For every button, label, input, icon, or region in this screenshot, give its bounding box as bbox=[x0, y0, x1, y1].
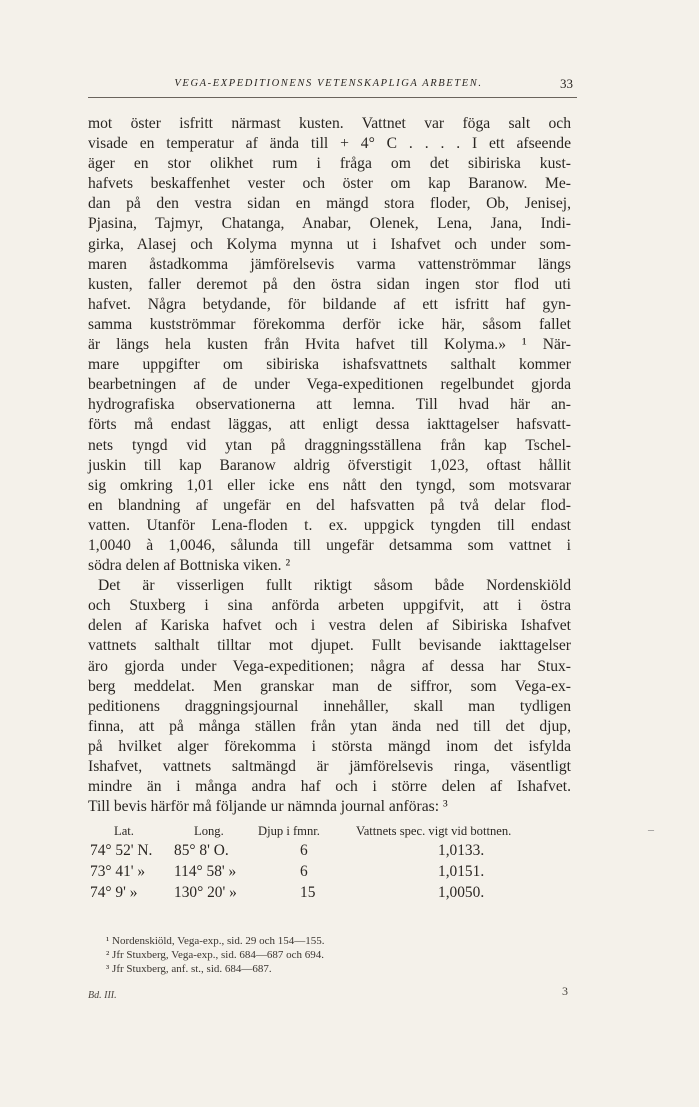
cell-depth: 15 bbox=[300, 884, 316, 901]
margin-mark: – bbox=[648, 822, 654, 836]
cell-long: 130° 20' » bbox=[174, 884, 237, 901]
header-lat: Lat. bbox=[114, 824, 134, 838]
text-line: girka, Alasej och Kolyma mynna ut i Ishafvet och under som- bbox=[88, 235, 571, 253]
footnote: ² Jfr Stuxberg, Vega-exp., sid. 684—687 och 694. bbox=[106, 949, 324, 961]
cell-gravity: 1,0050. bbox=[438, 884, 485, 901]
volume-signature: Bd. III. bbox=[88, 990, 117, 1001]
text-line: finna, att på många ställen från ytan ända ned till det djup, bbox=[88, 717, 571, 735]
cell-lat: 73° 41' » bbox=[90, 863, 146, 880]
data-table bbox=[88, 824, 578, 905]
header-gravity: Vattnets spec. vigt vid bottnen. bbox=[356, 824, 512, 838]
text-line: på hvilket alger förekomma i största mängd inom det isfylda bbox=[88, 737, 571, 755]
table-header bbox=[88, 824, 578, 842]
text-line: vattnets salthalt tilltar mot djupet. Fullt bevisande iakttagelser bbox=[88, 637, 571, 655]
text-line: mare uppgifter om sibiriska ishafsvattnets salthalt kommer bbox=[88, 356, 571, 374]
text-line: Pjasina, Tajmyr, Chatanga, Anabar, Olenek, Lena, Jana, Indi- bbox=[88, 215, 571, 233]
text-line: mindre än i många andra haf och i större delen af Ishafvet. bbox=[88, 778, 571, 796]
header-long: Long. bbox=[194, 824, 224, 838]
text-line: nets tyngd vid ytan på draggningsställena från kap Tschel- bbox=[88, 436, 571, 454]
text-line: är längs hela kusten från Hvita hafvet till Kolyma.» ¹ När- bbox=[88, 336, 571, 354]
cell-lat: 74° 52' N. bbox=[90, 842, 153, 859]
text-line: maren åstadkomma jämförelsevis varma vattenströmmar längs bbox=[88, 255, 571, 273]
header-rule bbox=[88, 97, 577, 98]
text-line: mot öster isfritt närmast kusten. Vattnet var föga salt och bbox=[88, 115, 571, 132]
table-row bbox=[88, 842, 578, 863]
text-line: bearbetningen af de under Vega-expeditionen regelbundet gjorda bbox=[88, 376, 571, 394]
text-line: delen af Kariska hafvet och i vestra delen af Sibiriska Ishafvet bbox=[88, 617, 571, 635]
page-number: 33 bbox=[560, 76, 573, 91]
footnote: ¹ Nordenskiöld, Vega-exp., sid. 29 och 154—155. bbox=[106, 935, 325, 947]
cell-lat: 74° 9' » bbox=[90, 884, 138, 901]
header-depth: Djup i fmnr. bbox=[258, 824, 320, 838]
table-row bbox=[88, 863, 578, 884]
cell-depth: 6 bbox=[300, 842, 308, 859]
text-line: berg meddelat. Men granskar man de siffror, som Vega-ex- bbox=[88, 677, 571, 695]
text-line: södra delen af Bottniska viken. ² bbox=[88, 557, 291, 575]
body-text bbox=[88, 114, 571, 817]
cell-long: 85° 8' O. bbox=[174, 842, 229, 859]
footnote: ³ Jfr Stuxberg, anf. st., sid. 684—687. bbox=[106, 963, 272, 975]
text-line: kusten, faller deremot på den östra sidan ingen stor flod uti bbox=[88, 275, 571, 293]
text-line: samma kustströmmar förekomma derför icke här, såsom fallet bbox=[88, 315, 571, 333]
cell-gravity: 1,0151. bbox=[438, 863, 485, 880]
text-line: Ishafvet, vattnets saltmängd är jämförelsevis ringa, väsentligt bbox=[88, 758, 571, 775]
text-line: dan på den vestra sidan en mängd stora floder, Ob, Jenisej, bbox=[88, 195, 571, 213]
text-line: och Stuxberg i sina anförda arbeten uppgifvit, att i östra bbox=[88, 597, 571, 615]
text-line: förts må endast läggas, att enligt dessa iakttagelser hafsvatt- bbox=[88, 416, 571, 434]
text-line: peditionens draggningsjournal innehåller, skall man tydligen bbox=[88, 697, 571, 715]
text-line: äger en stor olikhet rum i fråga om det sibiriska kust- bbox=[88, 155, 571, 173]
text-line: sig omkring 1,01 eller icke ens nått den tyngd, som motsvarar bbox=[88, 476, 571, 494]
footnotes bbox=[106, 934, 325, 976]
text-line: hydrografiska observationerna att lemna. Till hvad här an- bbox=[88, 396, 571, 414]
cell-gravity: 1,0133. bbox=[438, 842, 485, 859]
sheet-number: 3 bbox=[562, 984, 568, 998]
text-line: äro gjorda under Vega-expeditionen; några af dessa har Stux- bbox=[88, 657, 571, 675]
text-line: vatten. Utanför Lena-floden t. ex. uppgick tyngden till endast bbox=[88, 516, 571, 534]
text-line: en blandning af ungefär en del hafsvatten på två delar flod- bbox=[88, 496, 571, 514]
text-line: Till bevis härför må följande ur nämnda journal anföras: ³ bbox=[88, 798, 448, 816]
table-row bbox=[88, 884, 578, 905]
text-line: hafvet. Några betydande, för bildande af ett isfritt haf gyn- bbox=[88, 295, 571, 313]
text-line: juskin till kap Baranow aldrig öfverstigit 1,023, oftast hållit bbox=[88, 456, 571, 474]
text-line: visade en temperatur af ända till + 4° C . . . . I ett afseende bbox=[88, 135, 571, 153]
text-line: Det är visserligen fullt riktigt såsom både Nordenskiöld bbox=[98, 577, 571, 595]
cell-long: 114° 58' » bbox=[174, 863, 237, 880]
cell-depth: 6 bbox=[300, 863, 308, 880]
text-line: hafvets beskaffenhet vester och öster om kap Baranow. Me- bbox=[88, 175, 571, 193]
running-title: VEGA-EXPEDITIONENS VETENSKAPLIGA ARBETEN. bbox=[174, 78, 483, 89]
text-line: 1,0040 à 1,0046, sålunda till ungefär detsamma som vattnet i bbox=[88, 536, 571, 554]
